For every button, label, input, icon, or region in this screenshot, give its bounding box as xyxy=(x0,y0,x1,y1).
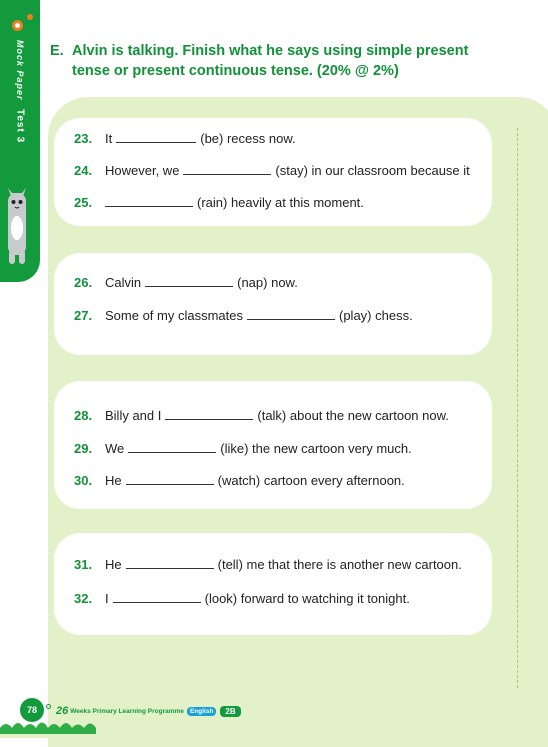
question-card xyxy=(54,533,492,635)
answer-blank[interactable] xyxy=(247,307,335,320)
question-card xyxy=(54,381,492,509)
dashed-divider xyxy=(517,128,518,688)
answer-blank[interactable] xyxy=(145,274,233,287)
answer-blank[interactable] xyxy=(116,130,196,143)
question-card xyxy=(54,253,492,355)
degree-icon xyxy=(46,704,51,709)
question-text-after: (watch) cartoon every afternoon. xyxy=(217,473,405,488)
level-badge: 2B xyxy=(220,706,240,717)
test-label: Test 3 xyxy=(14,108,26,143)
question-text-before: Calvin xyxy=(105,275,142,290)
question-text-after: (talk) about the new cartoon now. xyxy=(257,408,449,423)
section-heading xyxy=(50,41,520,81)
question-row xyxy=(74,274,298,290)
question-text-before: It xyxy=(105,131,113,146)
question-text-after: (rain) heavily at this moment. xyxy=(197,195,364,210)
question-text-before: He xyxy=(105,557,122,572)
question-number: 30. xyxy=(74,473,93,488)
circle-icon xyxy=(12,20,23,31)
question-row xyxy=(74,307,413,323)
question-text-after: (stay) in our classroom because it xyxy=(275,163,470,178)
question-row xyxy=(74,407,449,423)
question-number: 26. xyxy=(74,275,93,290)
answer-blank[interactable] xyxy=(165,407,253,420)
question-row xyxy=(74,472,405,488)
weeks-number: 26 xyxy=(56,705,69,717)
question-text-after: (look) forward to watching it tonight. xyxy=(204,591,410,606)
question-text-before: I xyxy=(105,591,109,606)
question-row xyxy=(74,440,412,456)
question-text-before: He xyxy=(105,473,122,488)
question-text-after: (play) chess. xyxy=(339,308,413,323)
question-number: 27. xyxy=(74,308,93,323)
question-row xyxy=(74,162,470,178)
dot-icon xyxy=(27,14,33,20)
question-text-before: Billy and I xyxy=(105,408,162,423)
question-text-after: (be) recess now. xyxy=(200,131,296,146)
question-number: 32. xyxy=(74,591,93,606)
question-number: 25. xyxy=(74,195,93,210)
answer-blank[interactable] xyxy=(126,556,214,569)
section-instruction-line1: Alvin is talking. Finish what he says using simple present xyxy=(72,43,469,59)
question-text-before: Some of my classmates xyxy=(105,308,243,323)
side-label xyxy=(9,40,31,160)
question-row xyxy=(74,194,364,210)
question-number: 23. xyxy=(74,131,93,146)
question-text-before: We xyxy=(105,441,125,456)
footer-programme xyxy=(56,704,241,718)
answer-blank[interactable] xyxy=(113,590,201,603)
answer-blank[interactable] xyxy=(183,162,271,175)
answer-blank[interactable] xyxy=(105,194,193,207)
section-instruction-line2: tense or present continuous tense. (20% @ 2%) xyxy=(72,63,399,79)
programme-name: Weeks Primary Learning Programme xyxy=(70,707,184,715)
question-number: 31. xyxy=(74,557,93,572)
side-tab xyxy=(0,0,40,282)
question-text-after: (nap) now. xyxy=(237,275,298,290)
page-number: 78 xyxy=(20,698,44,722)
question-number: 29. xyxy=(74,441,93,456)
answer-blank[interactable] xyxy=(128,440,216,453)
question-row xyxy=(74,130,296,146)
cat-mascot-icon xyxy=(5,184,29,268)
answer-blank[interactable] xyxy=(126,472,214,485)
question-row xyxy=(74,590,410,606)
question-card xyxy=(54,118,492,226)
question-row xyxy=(74,556,462,572)
series-label: Mock Paper xyxy=(15,40,25,101)
question-text-after: (like) the new cartoon very much. xyxy=(220,441,412,456)
question-number: 24. xyxy=(74,163,93,178)
question-text-before: However, we xyxy=(105,163,180,178)
subject-badge: English xyxy=(187,707,216,716)
section-letter: E. xyxy=(50,43,64,59)
question-text-after: (tell) me that there is another new cartoon. xyxy=(217,557,462,572)
question-number: 28. xyxy=(74,408,93,423)
